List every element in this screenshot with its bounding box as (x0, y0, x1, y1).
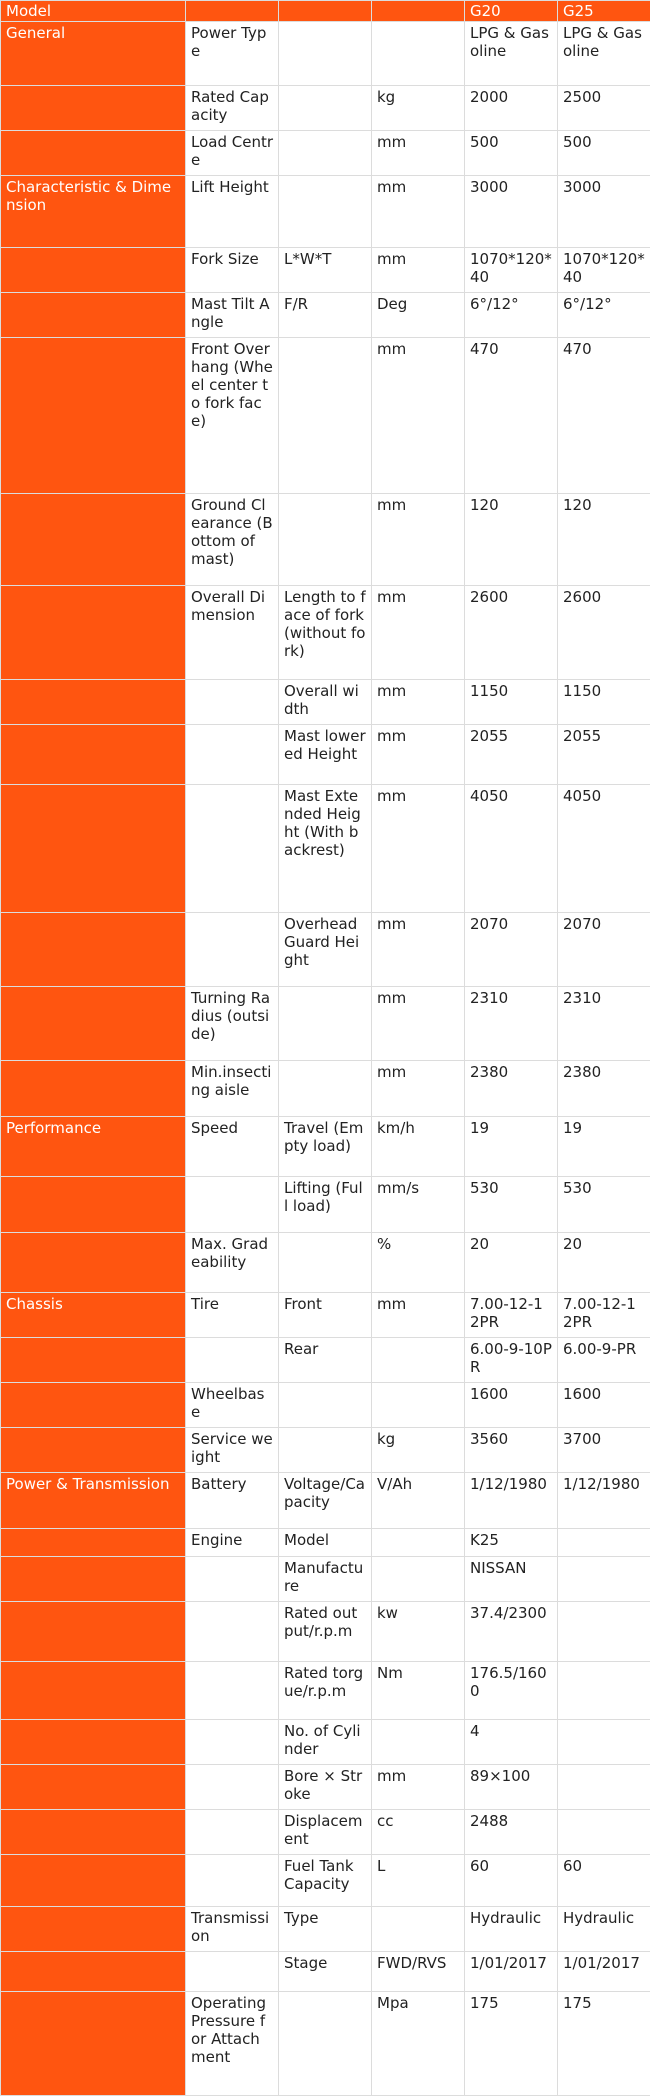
category-cell (1, 785, 186, 913)
item-cell (186, 1855, 279, 1907)
category-cell (1, 725, 186, 785)
g25-value-cell: 1150 (558, 680, 650, 725)
table-row (1, 1117, 650, 1177)
unit-cell: cc (372, 1810, 465, 1855)
table-row (1, 1952, 650, 1992)
table-row (1, 131, 650, 176)
category-cell (1, 1529, 186, 1557)
header-cell (186, 1, 279, 22)
sub-item-cell (279, 1061, 372, 1117)
g20-value-cell: 20 (465, 1233, 558, 1293)
unit-cell: kg (372, 86, 465, 131)
sub-item-cell: Model (279, 1529, 372, 1557)
g20-value-cell: 470 (465, 338, 558, 494)
item-cell (186, 1177, 279, 1233)
sub-item-cell: Manufacture (279, 1557, 372, 1602)
g25-value-cell: 20 (558, 1233, 650, 1293)
table-row (1, 785, 650, 913)
table-header-row (1, 1, 650, 22)
g20-value-cell: 6.00-9-10PR (465, 1338, 558, 1383)
g25-value-cell: 530 (558, 1177, 650, 1233)
item-cell (186, 1952, 279, 1992)
g25-value-cell: 470 (558, 338, 650, 494)
unit-cell: % (372, 1233, 465, 1293)
unit-cell: km/h (372, 1117, 465, 1177)
sub-item-cell: Bore × Stroke (279, 1765, 372, 1810)
sub-item-cell: Mast lowered Height (279, 725, 372, 785)
table-row (1, 1177, 650, 1233)
g25-value-cell: 2600 (558, 586, 650, 680)
sub-item-cell: No. of Cylinder (279, 1720, 372, 1765)
g25-value-cell: 60 (558, 1855, 650, 1907)
unit-cell: FWD/RVS (372, 1952, 465, 1992)
category-cell: Chassis (1, 1293, 186, 1338)
g25-value-cell: LPG & Gasoline (558, 22, 650, 86)
category-cell (1, 86, 186, 131)
item-cell: Turning Radius (outside) (186, 987, 279, 1061)
g25-value-cell: 1/12/1980 (558, 1473, 650, 1529)
g25-value-cell: 175 (558, 1992, 650, 2096)
table-row (1, 86, 650, 131)
g25-value-cell (558, 1765, 650, 1810)
g25-value-cell: Hydraulic (558, 1907, 650, 1952)
g20-value-cell: 89×100 (465, 1765, 558, 1810)
unit-cell: Deg (372, 293, 465, 338)
g25-value-cell: 19 (558, 1117, 650, 1177)
category-cell (1, 494, 186, 586)
g20-value-cell: 2000 (465, 86, 558, 131)
g25-value-cell: 6°/12° (558, 293, 650, 338)
unit-cell: mm (372, 913, 465, 987)
unit-cell: kw (372, 1602, 465, 1662)
g20-value-cell: 2310 (465, 987, 558, 1061)
item-cell: Max. Gradeability (186, 1233, 279, 1293)
category-cell (1, 586, 186, 680)
item-cell: Mast Tilt Angle (186, 293, 279, 338)
table-row (1, 725, 650, 785)
item-cell: Speed (186, 1117, 279, 1177)
sub-item-cell (279, 176, 372, 248)
item-cell (186, 1662, 279, 1720)
category-cell (1, 1233, 186, 1293)
category-cell (1, 1061, 186, 1117)
g25-value-cell: 2055 (558, 725, 650, 785)
category-cell: General (1, 22, 186, 86)
sub-item-cell: Type (279, 1907, 372, 1952)
unit-cell: mm (372, 176, 465, 248)
sub-item-cell (279, 494, 372, 586)
category-cell (1, 1952, 186, 1992)
g25-value-cell: 120 (558, 494, 650, 586)
item-cell (186, 1602, 279, 1662)
item-cell: Transmission (186, 1907, 279, 1952)
sub-item-cell: Rated output/r.p.m (279, 1602, 372, 1662)
category-cell (1, 680, 186, 725)
g20-value-cell: 19 (465, 1117, 558, 1177)
table-row (1, 1855, 650, 1907)
table-row (1, 1338, 650, 1383)
category-cell (1, 248, 186, 293)
g20-value-cell: 2488 (465, 1810, 558, 1855)
g25-value-cell: 6.00-9-PR (558, 1338, 650, 1383)
sub-item-cell (279, 22, 372, 86)
g25-value-cell: 2380 (558, 1061, 650, 1117)
item-cell (186, 1810, 279, 1855)
item-cell (186, 785, 279, 913)
unit-cell (372, 1720, 465, 1765)
header-cell (372, 1, 465, 22)
table-row (1, 1810, 650, 1855)
unit-cell: mm (372, 248, 465, 293)
unit-cell (372, 1338, 465, 1383)
table-row (1, 913, 650, 987)
table-row (1, 494, 650, 586)
item-cell: Lift Height (186, 176, 279, 248)
sub-item-cell: Rated torgue/r.p.m (279, 1662, 372, 1720)
unit-cell: Mpa (372, 1992, 465, 2096)
category-cell (1, 1338, 186, 1383)
sub-item-cell: Lifting (Full load) (279, 1177, 372, 1233)
item-cell: Operating Pressure for Attachment (186, 1992, 279, 2096)
category-cell: Performance (1, 1117, 186, 1177)
sub-item-cell (279, 1383, 372, 1428)
table-row (1, 22, 650, 86)
item-cell (186, 1557, 279, 1602)
unit-cell: kg (372, 1428, 465, 1473)
g20-value-cell: 176.5/1600 (465, 1662, 558, 1720)
g25-value-cell (558, 1529, 650, 1557)
sub-item-cell: Length to face of fork (without fork) (279, 586, 372, 680)
sub-item-cell (279, 987, 372, 1061)
item-cell: Wheelbase (186, 1383, 279, 1428)
g25-value-cell: 3000 (558, 176, 650, 248)
category-cell: Power & Transmission (1, 1473, 186, 1529)
g20-value-cell: 4 (465, 1720, 558, 1765)
table-row (1, 176, 650, 248)
table-row (1, 293, 650, 338)
g20-value-cell: 2380 (465, 1061, 558, 1117)
item-cell: Engine (186, 1529, 279, 1557)
g20-value-cell: 175 (465, 1992, 558, 2096)
sub-item-cell (279, 86, 372, 131)
g20-value-cell: 3560 (465, 1428, 558, 1473)
category-cell (1, 293, 186, 338)
category-cell (1, 1720, 186, 1765)
item-cell: Min.insecting aisle (186, 1061, 279, 1117)
sub-item-cell: F/R (279, 293, 372, 338)
category-cell (1, 1992, 186, 2096)
g25-value-cell: 1070*120*40 (558, 248, 650, 293)
table-row (1, 1765, 650, 1810)
item-cell: Service weight (186, 1428, 279, 1473)
unit-cell: L (372, 1855, 465, 1907)
sub-item-cell: Overall width (279, 680, 372, 725)
unit-cell: mm (372, 725, 465, 785)
sub-item-cell: Overhead Guard Height (279, 913, 372, 987)
unit-cell (372, 1557, 465, 1602)
g25-value-cell: 500 (558, 131, 650, 176)
table-row (1, 1662, 650, 1720)
g20-value-cell: 1600 (465, 1383, 558, 1428)
g20-value-cell: 1/12/1980 (465, 1473, 558, 1529)
sub-item-cell: L*W*T (279, 248, 372, 293)
table-row (1, 1529, 650, 1557)
table-row (1, 1557, 650, 1602)
g20-value-cell: 1150 (465, 680, 558, 725)
g20-value-cell: LPG & Gasoline (465, 22, 558, 86)
g20-value-cell: 500 (465, 131, 558, 176)
g25-value-cell: 2310 (558, 987, 650, 1061)
table-row (1, 338, 650, 494)
unit-cell: mm (372, 1293, 465, 1338)
unit-cell: mm (372, 987, 465, 1061)
category-cell (1, 1810, 186, 1855)
item-cell: Fork Size (186, 248, 279, 293)
header-cell (279, 1, 372, 22)
g20-value-cell: K25 (465, 1529, 558, 1557)
g25-value-cell (558, 1662, 650, 1720)
item-cell: Overall Dimension (186, 586, 279, 680)
g25-value-cell: 2500 (558, 86, 650, 131)
sub-item-cell: Voltage/Capacity (279, 1473, 372, 1529)
table-row (1, 1473, 650, 1529)
sub-item-cell: Displacement (279, 1810, 372, 1855)
category-cell (1, 1602, 186, 1662)
g20-value-cell: NISSAN (465, 1557, 558, 1602)
table-row (1, 1233, 650, 1293)
g20-value-cell: 1/01/2017 (465, 1952, 558, 1992)
item-cell: Power Type (186, 22, 279, 86)
g20-value-cell: 2600 (465, 586, 558, 680)
category-cell (1, 1662, 186, 1720)
header-cell-g20: G20 (465, 1, 558, 22)
item-cell: Battery (186, 1473, 279, 1529)
category-cell (1, 131, 186, 176)
category-cell (1, 1855, 186, 1907)
g20-value-cell: 60 (465, 1855, 558, 1907)
category-cell (1, 987, 186, 1061)
item-cell: Rated Capacity (186, 86, 279, 131)
table-row (1, 248, 650, 293)
item-cell (186, 680, 279, 725)
sub-item-cell: Mast Extended Height (With backrest) (279, 785, 372, 913)
g25-value-cell: 2070 (558, 913, 650, 987)
g20-value-cell: 2055 (465, 725, 558, 785)
sub-item-cell: Travel (Empty load) (279, 1117, 372, 1177)
sub-item-cell: Rear (279, 1338, 372, 1383)
unit-cell (372, 22, 465, 86)
item-cell (186, 1765, 279, 1810)
table-row (1, 1293, 650, 1338)
unit-cell: mm (372, 1765, 465, 1810)
table-row (1, 1383, 650, 1428)
sub-item-cell (279, 338, 372, 494)
unit-cell: mm (372, 338, 465, 494)
g20-value-cell: Hydraulic (465, 1907, 558, 1952)
g20-value-cell: 4050 (465, 785, 558, 913)
unit-cell: mm/s (372, 1177, 465, 1233)
sub-item-cell (279, 1233, 372, 1293)
table-row (1, 586, 650, 680)
category-cell (1, 913, 186, 987)
g20-value-cell: 530 (465, 1177, 558, 1233)
sub-item-cell: Stage (279, 1952, 372, 1992)
item-cell (186, 1338, 279, 1383)
g25-value-cell: 3700 (558, 1428, 650, 1473)
sub-item-cell (279, 131, 372, 176)
unit-cell: mm (372, 785, 465, 913)
g20-value-cell: 3000 (465, 176, 558, 248)
g20-value-cell: 6°/12° (465, 293, 558, 338)
item-cell: Tire (186, 1293, 279, 1338)
unit-cell (372, 1529, 465, 1557)
g20-value-cell: 120 (465, 494, 558, 586)
g25-value-cell (558, 1557, 650, 1602)
table-row (1, 680, 650, 725)
header-cell-model: Model (1, 1, 186, 22)
unit-cell (372, 1907, 465, 1952)
table-row (1, 1602, 650, 1662)
unit-cell: mm (372, 131, 465, 176)
g25-value-cell (558, 1810, 650, 1855)
table-row (1, 987, 650, 1061)
unit-cell (372, 1383, 465, 1428)
item-cell (186, 913, 279, 987)
g20-value-cell: 7.00-12-12PR (465, 1293, 558, 1338)
category-cell (1, 1383, 186, 1428)
unit-cell: mm (372, 680, 465, 725)
category-cell (1, 1557, 186, 1602)
table-row (1, 1907, 650, 1952)
unit-cell: mm (372, 1061, 465, 1117)
g25-value-cell: 1/01/2017 (558, 1952, 650, 1992)
category-cell (1, 1428, 186, 1473)
item-cell (186, 1720, 279, 1765)
category-cell (1, 1765, 186, 1810)
category-cell (1, 1907, 186, 1952)
g25-value-cell: 7.00-12-12PR (558, 1293, 650, 1338)
g25-value-cell (558, 1720, 650, 1765)
item-cell (186, 725, 279, 785)
unit-cell: mm (372, 586, 465, 680)
table-row (1, 1061, 650, 1117)
g25-value-cell (558, 1602, 650, 1662)
item-cell: Load Centre (186, 131, 279, 176)
g20-value-cell: 2070 (465, 913, 558, 987)
unit-cell: mm (372, 494, 465, 586)
unit-cell: V/Ah (372, 1473, 465, 1529)
category-cell: Characteristic & Dimension (1, 176, 186, 248)
sub-item-cell (279, 1992, 372, 2096)
table-row (1, 1428, 650, 1473)
g25-value-cell: 1600 (558, 1383, 650, 1428)
g20-value-cell: 37.4/2300 (465, 1602, 558, 1662)
g25-value-cell: 4050 (558, 785, 650, 913)
sub-item-cell (279, 1428, 372, 1473)
table-row (1, 1720, 650, 1765)
category-cell (1, 1177, 186, 1233)
header-cell-g25: G25 (558, 1, 650, 22)
category-cell (1, 338, 186, 494)
sub-item-cell: Fuel Tank Capacity (279, 1855, 372, 1907)
item-cell: Front Overhang (Wheel center to fork face) (186, 338, 279, 494)
item-cell: Ground Clearance (Bottom of mast) (186, 494, 279, 586)
unit-cell: Nm (372, 1662, 465, 1720)
g20-value-cell: 1070*120*40 (465, 248, 558, 293)
table-row (1, 1992, 650, 2096)
sub-item-cell: Front (279, 1293, 372, 1338)
